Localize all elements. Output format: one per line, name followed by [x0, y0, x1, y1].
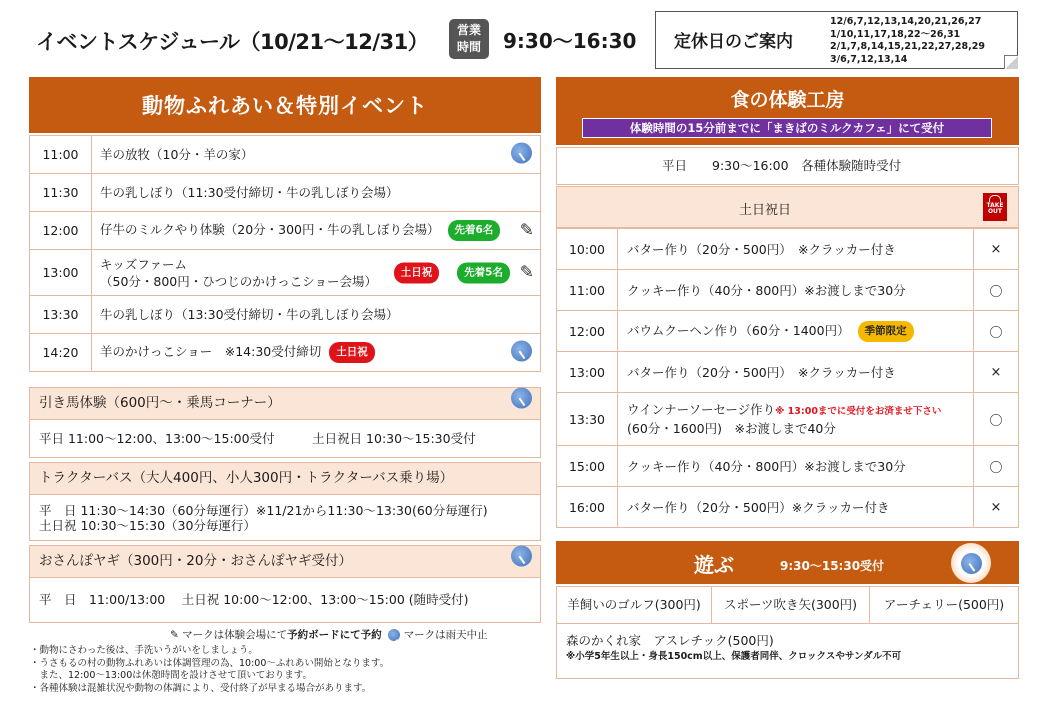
row-time: 16:00 [557, 487, 618, 528]
play-section-title: 遊ぶ [694, 553, 734, 577]
weekend-badge: 土日祝 [329, 342, 375, 363]
tractor-bus-weekday: 平 日 11:30〜14:30（60分毎運行）※11/21から11:30〜13:30(60分毎運行) [39, 503, 488, 518]
row-desc [92, 250, 541, 296]
athletic-note: ※小学5年生以上・身長150cm以上、保護者同伴、クロックスやサンダル不可 [566, 651, 902, 662]
row-desc [92, 334, 541, 372]
takeout-bag-icon: TAKE OUT [983, 193, 1007, 221]
row-time: 12:00 [30, 212, 92, 250]
table-row [557, 352, 1019, 393]
closed-dates-mar: 3/6,7,12,13,14 [830, 53, 908, 65]
icon-legend [170, 627, 488, 642]
horse-riding-title [29, 387, 541, 420]
takeout-mark: × [974, 352, 1019, 393]
hours-badge [449, 19, 489, 59]
row-badges [390, 262, 510, 283]
row-time: 13:00 [557, 352, 618, 393]
umbrella-icon [511, 340, 532, 365]
food-section-header [556, 77, 1019, 145]
food-holiday-label: 土日祝日 [738, 203, 791, 218]
row-time: 12:00 [557, 311, 618, 352]
takeout-mark: 〇 [974, 270, 1019, 311]
takeout-mark: × [974, 229, 1019, 270]
row-time: 13:30 [30, 296, 92, 334]
tractor-bus-weekend: 土日祝 10:30〜15:30（30分毎運行） [39, 518, 256, 533]
row-desc: クッキー作り（40分・800円）※お渡しまで30分 [618, 446, 974, 487]
activity-archery: アーチェリー(500円) [883, 597, 1005, 612]
first-come-badge: 先着5名 [457, 262, 510, 283]
food-reception-note: 体験時間の15分前までに「まきばのミルクカフェ」にて受付 [582, 118, 992, 138]
food-holiday-header [556, 186, 1019, 228]
animal-section-header: 動物ふれあい＆特別イベント [29, 77, 541, 133]
row-time: 11:00 [30, 136, 92, 174]
play-section-header [556, 541, 1019, 584]
table-row [557, 311, 1019, 352]
table-row [557, 487, 1019, 528]
business-hours: 9:30〜16:30 [503, 29, 637, 53]
row-desc [92, 212, 541, 250]
row-desc-text: 牛の乳しぼり（11:30受付締切・牛の乳しぼり会場） [100, 185, 399, 200]
row-desc-detail: （50分・800円・ひつじのかけっこショー会場） [100, 273, 378, 289]
note-line: ・うさもるの村の動物ふれあいは体調管理の為、10:00〜ふれあい開始となります。 [30, 657, 390, 669]
row-desc-text: 仔牛のミルクやり体験（20分・300円・牛の乳しぼり会場） [100, 222, 440, 237]
closed-dates-dec: 12/6,7,12,13,14,20,21,26,27 [830, 16, 982, 27]
row-desc [92, 174, 541, 212]
activity-golf: 羊飼いのゴルフ(300円) [557, 587, 712, 623]
row-time: 14:20 [30, 334, 92, 372]
tractor-bus-title-text: トラクターバス（大人400円、小人300円・トラクターバス乗り場） [39, 470, 454, 486]
row-time: 15:00 [557, 446, 618, 487]
row-desc: クッキー作り（40分・800円）※お渡しまで30分 [618, 270, 974, 311]
hours-badge-line1: 営業 [456, 23, 481, 37]
row-time: 11:30 [30, 174, 92, 212]
play-activities-row [556, 586, 1019, 624]
note-line: ・各種体験は混雑状況や動物の体調により、受付終了が早まる場合があります。 [30, 682, 372, 694]
note-line: また、12:00〜13:00は休憩時間を設けさせて頂いております。 [30, 670, 312, 681]
closed-days-list [830, 16, 985, 66]
umbrella-icon [511, 142, 532, 167]
walking-goat-times: 平 日 11:00/13:00 土日祝 10:00〜12:00、13:00〜15:00 (随時受付) [29, 578, 541, 623]
walking-goat-box [29, 545, 541, 623]
row-desc [618, 311, 974, 352]
row-desc [92, 136, 541, 174]
athletic-box [556, 624, 1019, 679]
takeout-mark: × [974, 487, 1019, 528]
row-desc-text: 羊の放牧（10分・羊の家） [100, 147, 254, 162]
tractor-bus-times [29, 495, 541, 541]
table-row [30, 212, 541, 250]
closed-dates-jan: 1/10,11,17,18,22〜26,31 [830, 28, 961, 40]
page-fold-decoration [1004, 55, 1018, 69]
page-title: イベントスケジュール（10/21〜12/31） [36, 30, 429, 54]
food-weekday-hours: 平日 9:30〜16:00 各種体験随時受付 [556, 147, 1019, 185]
takeout-mark: 〇 [974, 446, 1019, 487]
takeout-mark: 〇 [974, 311, 1019, 352]
play-hours: 9:30〜15:30受付 [780, 559, 885, 573]
activity-blowgun: スポーツ吹き矢(300円) [712, 587, 870, 623]
takeout-mark: 〇 [974, 393, 1019, 446]
walking-goat-title-text: おさんぽヤギ（300円・20分・おさんぽヤギ受付） [39, 553, 352, 569]
horse-riding-title-text: 引き馬体験（600円〜・乗馬コーナー） [39, 395, 281, 411]
umbrella-icon [951, 543, 991, 583]
table-row [30, 136, 541, 174]
table-row [30, 296, 541, 334]
closed-days-box [655, 11, 1018, 69]
first-come-badge: 先着6名 [448, 220, 501, 241]
row-desc: バター作り（20分・500円）※クラッカー付き [618, 487, 974, 528]
legend-pencil-text: マークは体験会場にて [182, 629, 288, 641]
pencil-icon: ✎ [519, 262, 534, 282]
umbrella-icon [511, 545, 532, 578]
row-desc-detail: (60分・1600円) ※お渡しまで40分 [627, 421, 836, 436]
seasonal-badge: 季節限定 [858, 321, 914, 342]
table-row [30, 250, 541, 296]
tractor-bus-title [29, 462, 541, 495]
row-time: 11:00 [557, 270, 618, 311]
walking-goat-title [29, 545, 541, 578]
table-row [557, 270, 1019, 311]
food-section-title: 食の体験工房 [730, 89, 845, 111]
pencil-icon: ✎ [170, 629, 179, 641]
row-desc-text: バウムクーヘン作り（60分・1400円） [627, 322, 850, 338]
horse-riding-box [29, 387, 541, 458]
food-schedule-table [556, 228, 1019, 528]
row-time: 13:30 [557, 393, 618, 446]
horse-riding-times: 平日 11:00〜12:00、13:00〜15:00受付 土日祝日 10:30〜15:30受付 [29, 420, 541, 458]
row-time: 10:00 [557, 229, 618, 270]
umbrella-icon [388, 629, 400, 641]
note-line: ・動物にさわった後は、手洗いうがいをしましょう。 [30, 645, 258, 656]
row-desc [92, 296, 541, 334]
umbrella-icon [511, 387, 532, 420]
legend-pencil-bold: 予約ボードにて予約 [287, 629, 382, 641]
athletic-title: 森のかくれ家 アスレチック(500円) [566, 633, 774, 648]
row-desc-text: キッズファーム [100, 256, 188, 272]
notes [30, 645, 389, 695]
closed-days-label: 定休日のご案内 [674, 32, 793, 52]
row-desc-text: 牛の乳しぼり（13:30受付締切・牛の乳しぼり会場） [100, 307, 399, 322]
legend-umbrella-text: マークは雨天中止 [403, 629, 488, 641]
row-desc-text: 羊のかけっこショー ※14:30受付締切 [100, 344, 322, 359]
closed-dates-feb: 2/1,7,8,14,15,21,22,27,28,29 [830, 41, 985, 52]
tractor-bus-box [29, 462, 541, 541]
table-row [557, 229, 1019, 270]
pencil-icon: ✎ [519, 220, 534, 240]
row-time: 13:00 [30, 250, 92, 296]
table-row [30, 174, 541, 212]
table-row [557, 393, 1019, 446]
row-desc [618, 393, 974, 446]
hours-badge-line2: 時間 [456, 40, 481, 54]
row-desc-text: ウインナーソーセージ作り [627, 402, 776, 417]
table-row [557, 446, 1019, 487]
row-desc: バター作り（20分・500円） ※クラッカー付き [618, 229, 974, 270]
deadline-warning: ※ 13:00までに受付をお済ませ下さい [775, 406, 942, 417]
row-desc: バター作り（20分・500円） ※クラッカー付き [618, 352, 974, 393]
table-row [30, 334, 541, 372]
weekend-badge: 土日祝 [394, 262, 440, 283]
animal-schedule-table [29, 135, 541, 372]
